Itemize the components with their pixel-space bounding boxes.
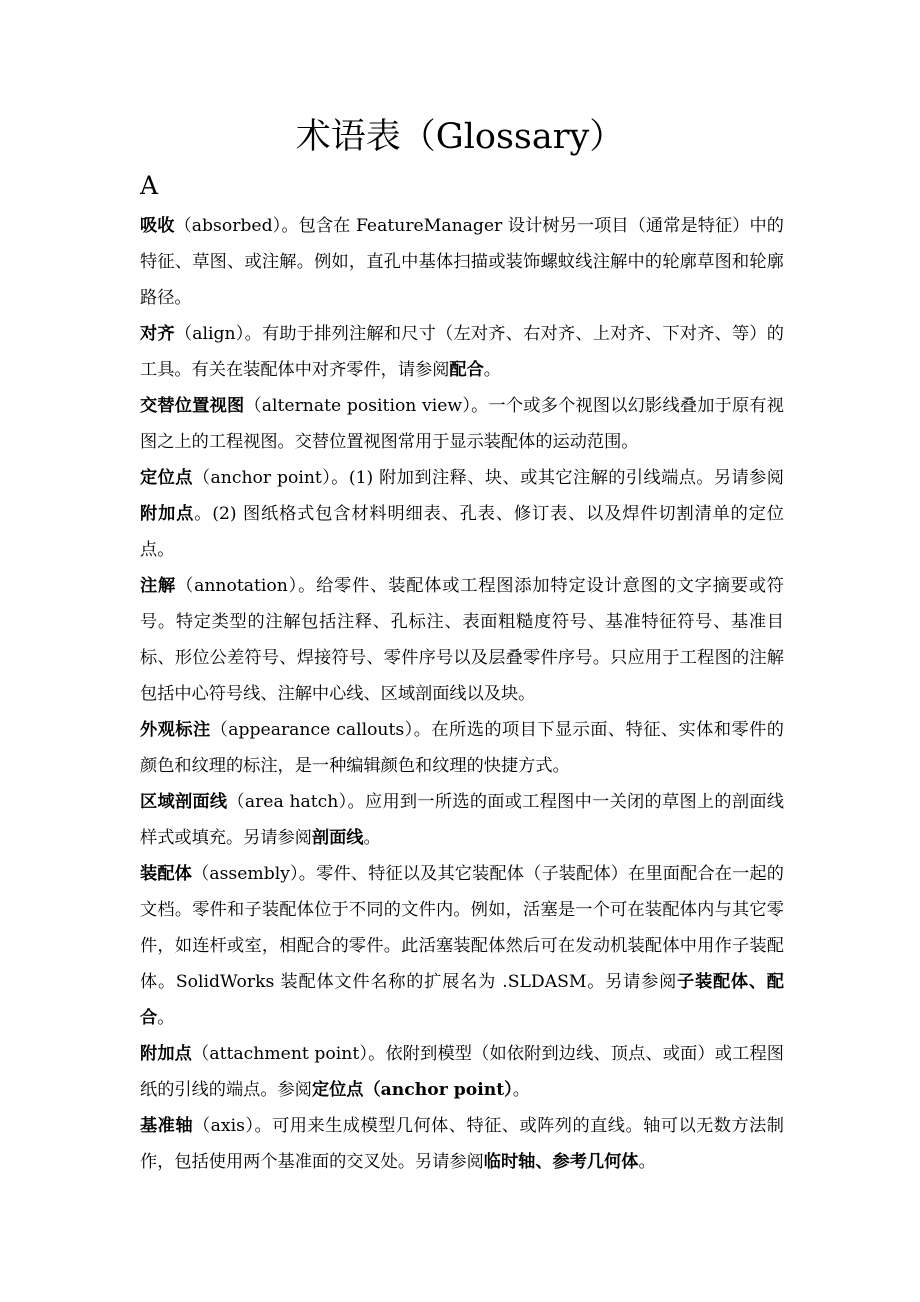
cross-reference: 子装配体、配合 xyxy=(140,972,784,1028)
entry-text: （area hatch）。应用到一所选的面或工程图中一关闭的草图上的剖面线样式或填充。另请参阅 xyxy=(140,792,784,848)
entry-term: 交替位置视图 xyxy=(140,396,245,416)
cross-reference: 临时轴、参考几何体 xyxy=(483,1152,639,1172)
entry-text: （attachment point）。依附到模型（如依附到边线、顶点、或面）或工程图纸的引线的端点。参阅 xyxy=(140,1044,784,1100)
entry-text: （anchor point）。(1) 附加到注释、块、或其它注解的引线端点。另请参阅 xyxy=(192,468,784,488)
entry-term: 定位点 xyxy=(140,468,193,488)
entry-term: 附加点 xyxy=(140,1044,193,1064)
glossary-entry xyxy=(140,316,784,388)
entry-text: 。 xyxy=(638,1152,656,1172)
glossary-entry xyxy=(140,856,784,1036)
entry-term: 装配体 xyxy=(140,864,193,884)
entry-text: （annotation）。给零件、装配体或工程图添加特定设计意图的文字摘要或符号。特定类型的注解包括注释、孔标注、表面粗糙度符号、基准特征符号、基准目标、形位公差符号、焊接符号、零件序号以及层叠零件序号。只应用于工程图的注解包括中心符号线、注解中心线、区域剖面线以及块。 xyxy=(140,576,784,704)
entry-term: 对齐 xyxy=(140,324,175,344)
entry-text: （align）。有助于排列注解和尺寸（左对齐、右对齐、上对齐、下对齐、等）的工具。有关在装配体中对齐零件，请参阅 xyxy=(140,324,784,380)
glossary-entry xyxy=(140,208,784,316)
entry-term: 区域剖面线 xyxy=(140,792,228,812)
entry-term: 基准轴 xyxy=(140,1116,193,1136)
entry-text: （absorbed）。包含在 FeatureManager 设计树另一项目（通常是特征）中的特征、草图、或注解。例如，直孔中基体扫描或装饰螺蚊线注解中的轮廓草图和轮廓路径。 xyxy=(140,216,784,308)
entry-text: （appearance callouts）。在所选的项目下显示面、特征、实体和零件的颜色和纹理的标注，是一种编辑颜色和纹理的快捷方式。 xyxy=(140,720,784,776)
entry-text: （assembly）。零件、特征以及其它装配体（子装配体）在里面配合在一起的文档。零件和子装配体位于不同的文件内。例如，活塞是一个可在装配体内与其它零件，如连杆或室，相配合的零件。此活塞装配体然后可在发动机装配体中用作子装配体。SolidWorks 装配体文件名称的扩展名为 .SLDASM。另请参阅 xyxy=(140,864,784,992)
section-letter: A xyxy=(140,171,159,200)
glossary-entry xyxy=(140,460,784,568)
glossary-entry xyxy=(140,568,784,712)
glossary-entries xyxy=(140,208,784,1180)
entry-text: 。 xyxy=(512,1080,530,1100)
entry-text: 。 xyxy=(157,1008,175,1028)
entry-term: 注解 xyxy=(140,576,177,596)
entry-text: （alternate position view）。一个或多个视图以幻影线叠加于原有视图之上的工程视图。交替位置视图常用于显示装配体的运动范围。 xyxy=(140,396,784,452)
entry-text: 。 xyxy=(363,828,381,848)
page-title: 术语表（Glossary） xyxy=(295,117,625,157)
entry-text: （axis）。可用来生成模型几何体、特征、或阵列的直线。轴可以无数方法制作，包括使用两个基准面的交叉处。另请参阅 xyxy=(140,1116,784,1172)
glossary-entry xyxy=(140,1108,784,1180)
cross-reference: 定位点（anchor point） xyxy=(311,1080,513,1100)
glossary-entry xyxy=(140,1036,784,1108)
glossary-entry xyxy=(140,784,784,856)
cross-reference: 附加点 xyxy=(140,504,195,524)
entry-term: 吸收 xyxy=(140,216,175,236)
glossary-entry xyxy=(140,388,784,460)
entry-text: 。 xyxy=(483,360,501,380)
entry-text: 。(2) 图纸格式包含材料明细表、孔表、修订表、以及焊件切割清单的定位点。 xyxy=(140,504,784,560)
cross-reference: 配合 xyxy=(449,360,484,380)
cross-reference: 剖面线 xyxy=(311,828,364,848)
entry-term: 外观标注 xyxy=(140,720,211,740)
glossary-entry xyxy=(140,712,784,784)
